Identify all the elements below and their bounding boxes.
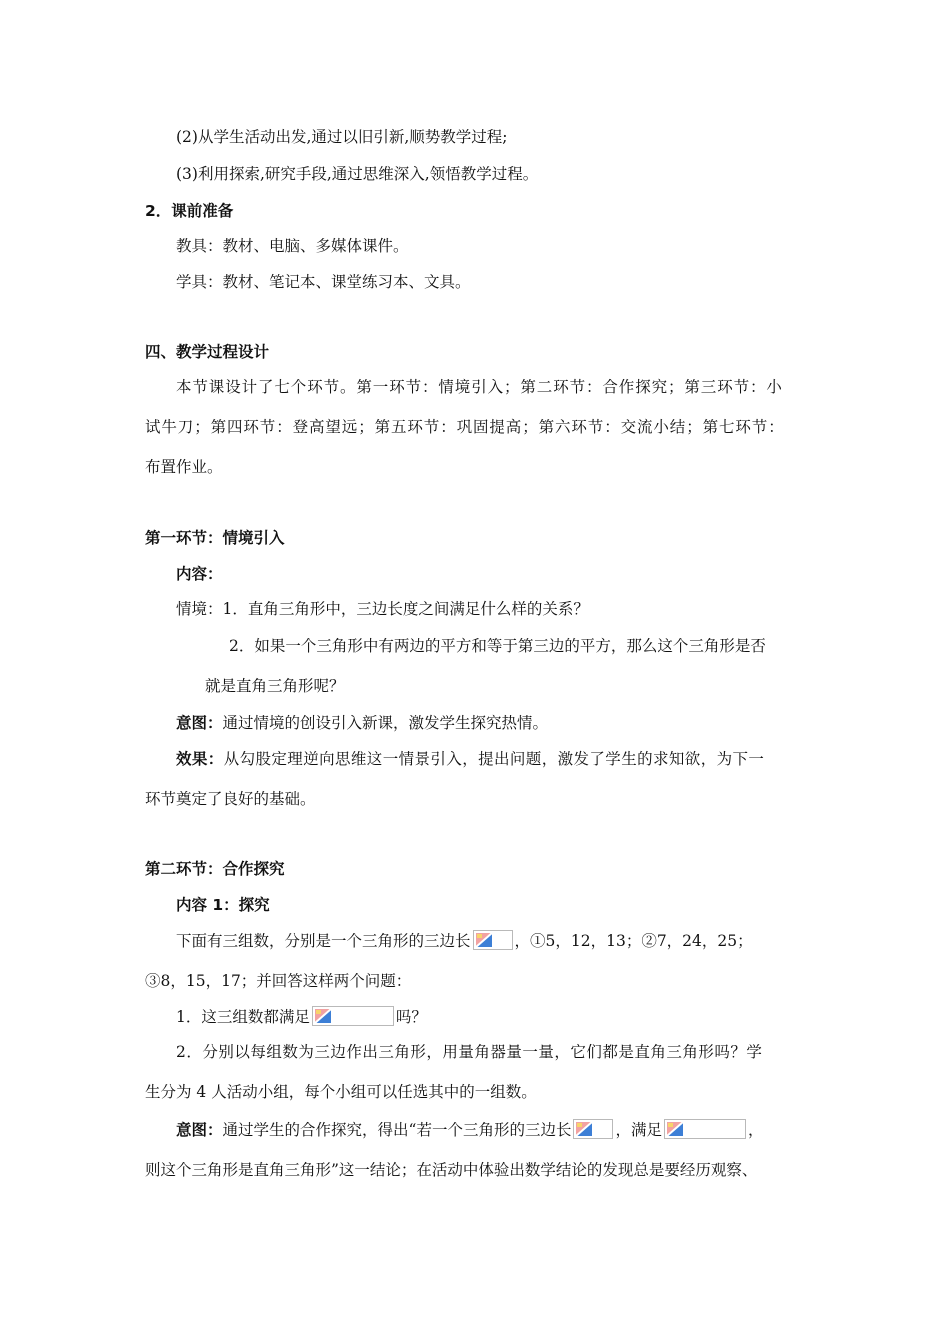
situation-2-line1: 2．如果一个三角形中有两边的平方和等于第三边的平方，那么这个三角形是否: [229, 637, 766, 655]
intent-text-before: 通过学生的合作探究，得出“若一个三角形的三边长: [222, 1121, 572, 1139]
question-2-line1: 2．分别以每组数为三边作出三角形，用量角器量一量，它们都是直角三角形吗？学: [176, 1043, 763, 1061]
step2-intent: [176, 1119, 763, 1140]
section4-para-line2: 试牛刀；第四环节：登高望远；第五环节：巩固提高；第六环节：交流小结；第七环节：: [145, 418, 785, 436]
explore-line1: [176, 930, 753, 951]
step1-effect: [176, 749, 764, 769]
effect-label: 效果：: [176, 750, 224, 768]
section4-heading: 四、教学过程设计: [145, 343, 270, 361]
question-1-before: 1．这三组数都满足: [176, 1008, 310, 1026]
step1-content-label: 内容：: [176, 565, 223, 583]
intent-label: 意图：: [176, 714, 223, 732]
explore-text-after: ，①5，12，13；②7，24，25；: [514, 932, 753, 950]
section4-para-line3: 布置作业。: [145, 458, 223, 476]
intent-label: 意图：: [176, 1121, 223, 1139]
question-1-after: 吗？: [395, 1008, 427, 1026]
effect-text: 从勾股定理逆向思维这一情景引入，提出问题，激发了学生的求知欲，为下一: [223, 750, 765, 768]
step1-heading: 第一环节：情境引入: [145, 529, 285, 547]
intent-text: 通过情境的创设引入新课，激发学生探究热情。: [222, 714, 549, 732]
situation-1: 情境：1．直角三角形中，三边长度之间满足什么样的关系？: [176, 600, 589, 618]
explore-text-before: 下面有三组数，分别是一个三角形的三边长: [176, 932, 471, 950]
step2-content-label: 内容 1：探究: [176, 896, 270, 914]
student-tools: 学具：教材、笔记本、课堂练习本、文具。: [176, 273, 471, 291]
formula-image-icon: [312, 1006, 394, 1026]
step1-intent: [176, 713, 548, 733]
section4-para-line1: 本节课设计了七个环节。第一环节：情境引入；第二环节：合作探究；第三环节：小: [176, 378, 783, 396]
intent-text-mid: ，满足: [615, 1121, 662, 1139]
intent-last-line: 则这个三角形是直角三角形”这一结论；在活动中体验出数学结论的发现总是要经历观察、: [145, 1161, 758, 1179]
question-1: [176, 1006, 427, 1027]
step2-heading: 第二环节：合作探究: [145, 860, 285, 878]
formula-image-icon: [664, 1119, 746, 1139]
formula-image-icon: [473, 930, 513, 950]
effect-line2: 环节奠定了良好的基础。: [145, 790, 316, 808]
question-2-line2: 生分为 4 人活动小组，每个小组可以任选其中的一组数。: [145, 1083, 537, 1101]
prep-heading: 2．课前准备: [145, 202, 234, 220]
goal-3: (3)利用探索,研究手段,通过思维深入,领悟教学过程。: [176, 165, 539, 183]
goal-2: (2)从学生活动出发,通过以旧引新,顺势教学过程;: [176, 128, 508, 146]
teacher-tools: 教具：教材、电脑、多媒体课件。: [176, 237, 409, 255]
explore-line2: ③8，15，17；并回答这样两个问题：: [145, 972, 412, 990]
situation-2-line2: 就是直角三角形呢？: [205, 677, 345, 695]
intent-text-after: ，: [747, 1121, 764, 1139]
formula-image-icon: [573, 1119, 613, 1139]
